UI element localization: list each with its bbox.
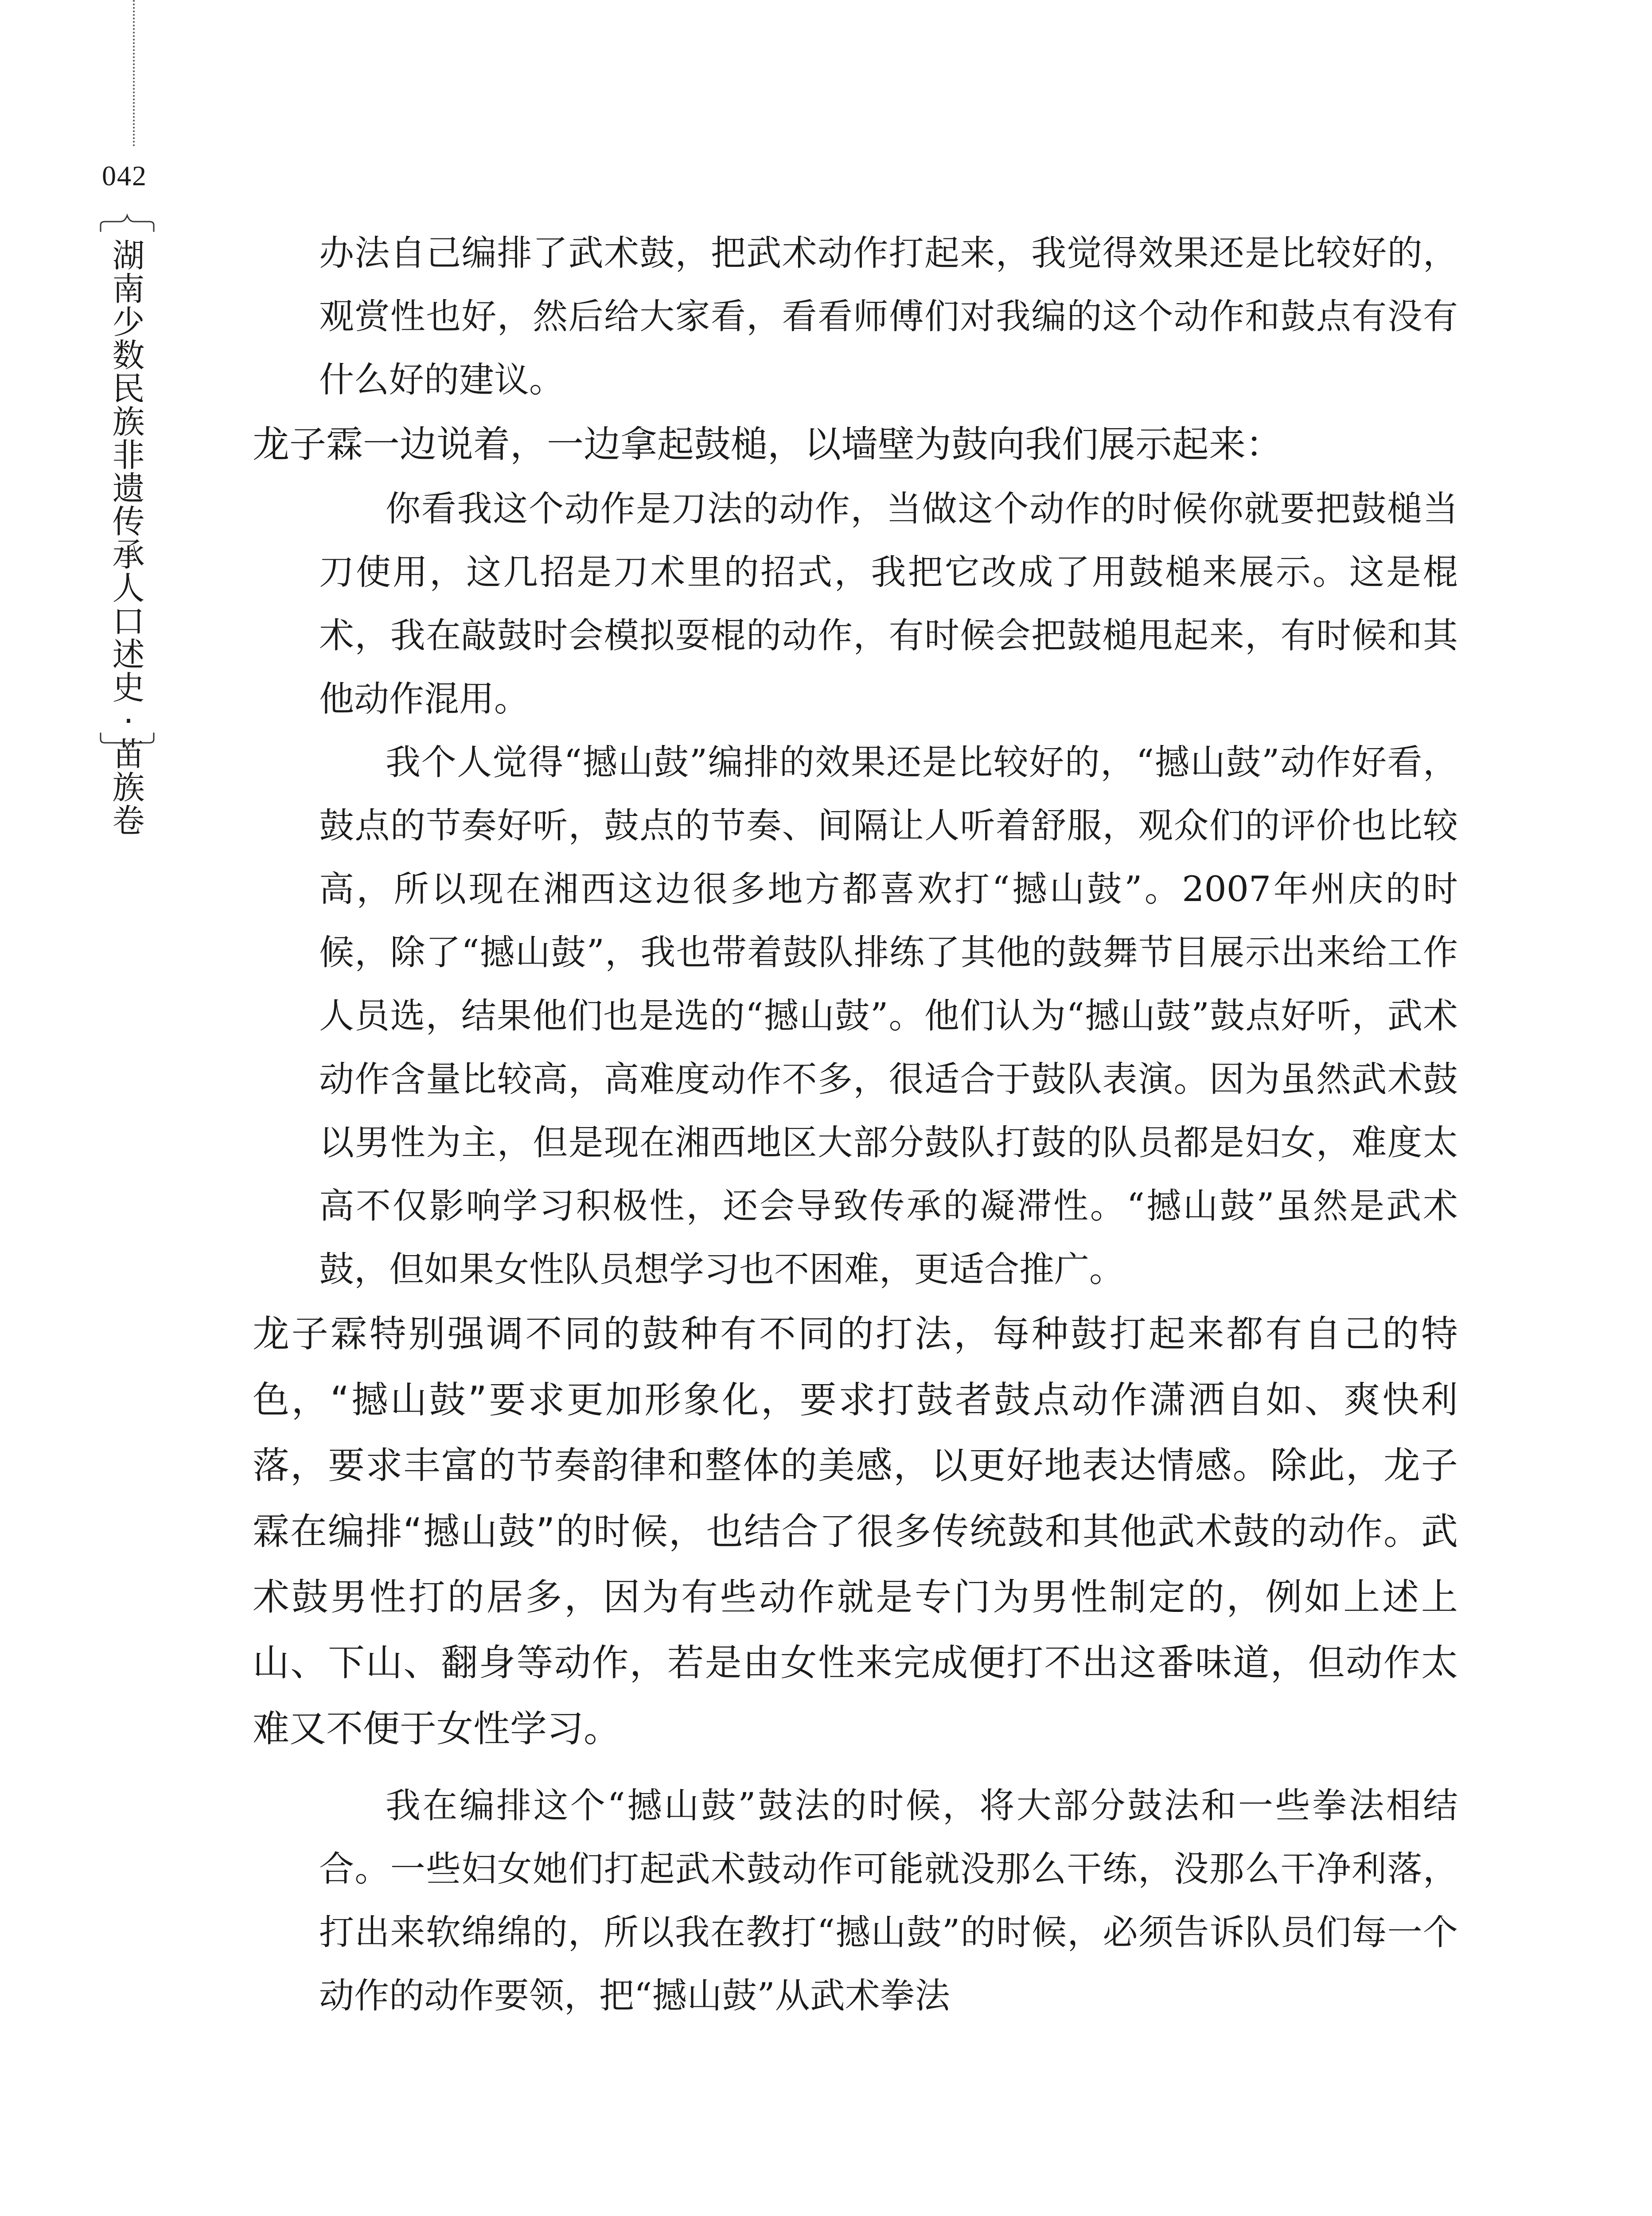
title-bracket-bottom-ornament xyxy=(98,730,156,753)
body-text xyxy=(253,222,1458,2216)
quote-paragraph: 我个人觉得“撼山鼓”编排的效果还是比较好的，“撼山鼓”动作好看，鼓点的节奏好听，鼓点的节奏、间隔让人听着舒服，观众们的评价也比较高，所以现在湘西这边很多地方都喜欢打“撼山鼓”。2007年州庆的时候，除了“撼山鼓”，我也带着鼓队排练了其他的鼓舞节目展示出来给工作人员选，结果他们也是选的“撼山鼓”。他们认为“撼山鼓”鼓点好听，武术动作含量比较高，高难度动作不多，很适合于鼓队表演。因为虽然武术鼓以男性为主，但是现在湘西地区大部分鼓队打鼓的队员都是妇女，难度太高不仅影响学习积极性，还会导致传承的凝滞性。“撼山鼓”虽然是武术鼓，但如果女性队员想学习也不困难，更适合推广。 xyxy=(319,742,1458,1290)
narration-paragraph: 龙子霖特别强调不同的鼓种有不同的打法，每种鼓打起来都有自己的特色，“撼山鼓”要求更加形象化，要求打鼓者鼓点动作潇洒自如、爽快利落，要求丰富的节奏韵律和整体的美感，以更好地表达情感。除此，龙子霖在编排“撼山鼓”的时候，也结合了很多传统鼓和其他武术鼓的动作。武术鼓男性打的居多，因为有些动作就是专门为男性制定的，例如上述上山、下山、翻身等动作，若是由女性来完成便打不出这番味道，但动作太难又不便于女性学习。 xyxy=(253,1312,1458,1750)
quote-paragraph-continued: 办法自己编排了武术鼓，把武术动作打起来，我觉得效果还是比较好的，观赏性也好，然后给大家看，看看师傅们对我编的这个动作和鼓点有没有什么好的建议。 xyxy=(319,233,1458,400)
quote-paragraph: 我在编排这个“撼山鼓”鼓法的时候，将大部分鼓法和一些拳法相结合。一些妇女她们打起武术鼓动作可能就没那么干练，没那么干净利落，打出来软绵绵的，所以我在教打“撼山鼓”的时候，必须告诉队员们每一个动作的动作要领，把“撼山鼓”从武术拳法 xyxy=(319,1785,1458,2017)
running-title: 湖南少数民族非遗传承人口述史·苗族卷 xyxy=(112,237,145,840)
narration-paragraph: 龙子霖一边说着，一边拿起鼓槌，以墙壁为鼓向我们展示起来： xyxy=(253,423,1282,466)
paragraph-spacer xyxy=(253,1762,1458,1774)
page-number: 042 xyxy=(102,160,147,191)
title-bracket-top-ornament xyxy=(98,212,156,234)
quote-paragraph: 你看我这个动作是刀法的动作，当做这个动作的时候你就要把鼓槌当刀使用，这几招是刀术里的招式，我把它改成了用鼓槌来展示。这是棍术，我在敲鼓时会模拟耍棍的动作，有时候会把鼓槌甩起来，有时候和其他动作混用。 xyxy=(319,488,1458,720)
margin-dotted-rule xyxy=(133,0,135,146)
